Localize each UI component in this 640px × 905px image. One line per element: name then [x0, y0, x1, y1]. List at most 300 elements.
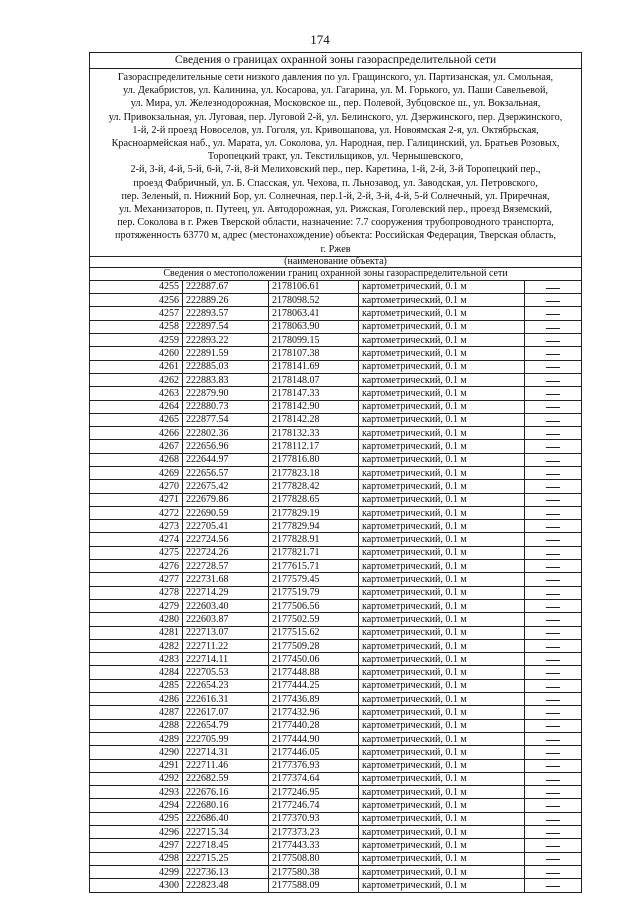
- point-number: 4259: [90, 334, 183, 347]
- coordinate-x: 222713.07: [183, 626, 269, 639]
- point-description: [525, 666, 582, 679]
- point-description: [525, 639, 582, 652]
- point-description: [525, 826, 582, 839]
- coordinate-y: 2178132.33: [269, 427, 359, 440]
- empty-mark: [546, 673, 560, 674]
- point-number: 4268: [90, 453, 183, 466]
- point-description: [525, 653, 582, 666]
- coordinate-y: 2177615.71: [269, 560, 359, 573]
- empty-mark: [546, 873, 560, 874]
- coordinate-x: 222705.53: [183, 666, 269, 679]
- determination-method: картометрический, 0.1 м: [359, 307, 525, 320]
- table-row: [90, 294, 582, 307]
- empty-mark: [546, 381, 560, 382]
- determination-method: картометрический, 0.1 м: [359, 759, 525, 772]
- table-row: [90, 520, 582, 533]
- object-description: [90, 69, 582, 257]
- point-number: 4290: [90, 746, 183, 759]
- coordinate-y: 2177828.65: [269, 493, 359, 506]
- determination-method: картометрический, 0.1 м: [359, 879, 525, 892]
- coordinate-x: 222889.26: [183, 294, 269, 307]
- determination-method: картометрический, 0.1 м: [359, 294, 525, 307]
- description-line: Газораспределительные сети низкого давления по ул. Гращинского, ул. Партизанская, ул. Смольная,: [117, 72, 554, 83]
- coordinate-y: 2177579.45: [269, 573, 359, 586]
- point-number: 4271: [90, 493, 183, 506]
- table-row: [90, 746, 582, 759]
- point-number: 4265: [90, 413, 183, 426]
- point-number: 4295: [90, 812, 183, 825]
- coordinate-x: 222682.59: [183, 772, 269, 785]
- determination-method: картометрический, 0.1 м: [359, 719, 525, 732]
- coordinate-x: 222711.22: [183, 639, 269, 652]
- empty-mark: [546, 314, 560, 315]
- determination-method: картометрический, 0.1 м: [359, 639, 525, 652]
- table-row: [90, 413, 582, 426]
- point-number: 4263: [90, 387, 183, 400]
- coordinate-x: 222893.22: [183, 334, 269, 347]
- description-line: ул. Декабристов, ул. Калинина, ул. Косарова, ул. Гагарина, ул. М. Горького, ул. Паши Савельевой,: [123, 85, 548, 97]
- table-row: [90, 865, 582, 878]
- table-row: [90, 320, 582, 333]
- table-row: [90, 653, 582, 666]
- empty-mark: [546, 793, 560, 794]
- empty-mark: [546, 407, 560, 408]
- coordinate-y: 2177580.38: [269, 865, 359, 878]
- coordinate-x: 222718.45: [183, 839, 269, 852]
- point-number: 4269: [90, 467, 183, 480]
- coordinate-x: 222680.16: [183, 799, 269, 812]
- determination-method: картометрический, 0.1 м: [359, 427, 525, 440]
- point-number: 4300: [90, 879, 183, 892]
- coordinate-y: 2177509.28: [269, 639, 359, 652]
- determination-method: картометрический, 0.1 м: [359, 746, 525, 759]
- empty-mark: [546, 713, 560, 714]
- table-row: [90, 427, 582, 440]
- point-number: 4275: [90, 546, 183, 559]
- determination-method: картометрический, 0.1 м: [359, 467, 525, 480]
- point-description: [525, 467, 582, 480]
- determination-method: картометрический, 0.1 м: [359, 799, 525, 812]
- coordinate-x: 222644.97: [183, 453, 269, 466]
- table-row: [90, 693, 582, 706]
- point-number: 4293: [90, 786, 183, 799]
- empty-mark: [546, 554, 560, 555]
- point-number: 4281: [90, 626, 183, 639]
- point-description: [525, 746, 582, 759]
- empty-mark: [546, 607, 560, 608]
- table-row: [90, 639, 582, 652]
- empty-mark: [546, 500, 560, 501]
- coordinate-x: 222714.29: [183, 586, 269, 599]
- determination-method: картометрический, 0.1 м: [359, 626, 525, 639]
- point-number: 4278: [90, 586, 183, 599]
- point-number: 4276: [90, 560, 183, 573]
- point-number: 4280: [90, 613, 183, 626]
- coordinate-y: 2177828.42: [269, 480, 359, 493]
- coordinate-y: 2177432.96: [269, 706, 359, 719]
- coordinate-y: 2177448.88: [269, 666, 359, 679]
- table-row: [90, 759, 582, 772]
- empty-mark: [546, 301, 560, 302]
- description-line: ул. Механизаторов, п. Путеец, ул. Автодорожная, ул. Рижская, Гоголевский пер., проезд Вяземский,: [119, 204, 552, 216]
- determination-method: картометрический, 0.1 м: [359, 573, 525, 586]
- coordinate-x: 222715.25: [183, 852, 269, 865]
- determination-method: картометрический, 0.1 м: [359, 533, 525, 546]
- coordinate-y: 2177829.19: [269, 506, 359, 519]
- coordinate-y: 2177373.23: [269, 826, 359, 839]
- point-number: 4274: [90, 533, 183, 546]
- empty-mark: [546, 567, 560, 568]
- coordinate-y: 2177436.89: [269, 693, 359, 706]
- point-number: 4260: [90, 347, 183, 360]
- empty-mark: [546, 859, 560, 860]
- point-description: [525, 334, 582, 347]
- point-description: [525, 480, 582, 493]
- determination-method: картометрический, 0.1 м: [359, 613, 525, 626]
- determination-method: картометрический, 0.1 м: [359, 653, 525, 666]
- determination-method: картометрический, 0.1 м: [359, 732, 525, 745]
- empty-mark: [546, 354, 560, 355]
- determination-method: картометрический, 0.1 м: [359, 373, 525, 386]
- point-description: [525, 812, 582, 825]
- description-line: ул. Мира, ул. Железнодорожная, Московское ш., пер. Полевой, Зубцовское ш., ул. Вокзальная,: [130, 98, 541, 110]
- empty-mark: [546, 753, 560, 754]
- table-row: [90, 506, 582, 519]
- empty-mark: [546, 447, 560, 448]
- point-description: [525, 280, 582, 293]
- point-description: [525, 573, 582, 586]
- empty-mark: [546, 474, 560, 475]
- coordinate-x: 222603.40: [183, 599, 269, 612]
- point-description: [525, 719, 582, 732]
- table-row: [90, 706, 582, 719]
- determination-method: картометрический, 0.1 м: [359, 546, 525, 559]
- table-row: [90, 772, 582, 785]
- empty-mark: [546, 780, 560, 781]
- point-description: [525, 533, 582, 546]
- coordinate-x: 222883.83: [183, 373, 269, 386]
- table-row: [90, 347, 582, 360]
- determination-method: картометрический, 0.1 м: [359, 599, 525, 612]
- determination-method: картометрический, 0.1 м: [359, 493, 525, 506]
- table-row: [90, 719, 582, 732]
- determination-method: картометрический, 0.1 м: [359, 360, 525, 373]
- coordinate-x: 222728.57: [183, 560, 269, 573]
- object-name-caption: (наименование объекта): [90, 256, 582, 267]
- coordinate-y: 2177444.25: [269, 679, 359, 692]
- empty-mark: [546, 394, 560, 395]
- table-row: [90, 626, 582, 639]
- table-row: [90, 852, 582, 865]
- table-row: [90, 360, 582, 373]
- coordinate-x: 222617.07: [183, 706, 269, 719]
- table-row: [90, 467, 582, 480]
- coordinate-y: 2178098.52: [269, 294, 359, 307]
- determination-method: картометрический, 0.1 м: [359, 400, 525, 413]
- point-number: 4279: [90, 599, 183, 612]
- coordinate-x: 222887.67: [183, 280, 269, 293]
- coordinate-y: 2177376.93: [269, 759, 359, 772]
- empty-mark: [546, 487, 560, 488]
- coordinate-x: 222675.42: [183, 480, 269, 493]
- description-line: ул. Привокзальная, ул. Луговая, пер. Луговой 2-й, ул. Белинского, ул. Дзержинского, пер. Дзержинского,: [108, 111, 563, 123]
- coordinate-x: 222823.48: [183, 879, 269, 892]
- coordinate-y: 2177816.80: [269, 453, 359, 466]
- empty-mark: [546, 806, 560, 807]
- zone-boundary-table: [89, 52, 582, 893]
- point-number: 4297: [90, 839, 183, 852]
- table-row: [90, 586, 582, 599]
- point-description: [525, 679, 582, 692]
- determination-method: картометрический, 0.1 м: [359, 413, 525, 426]
- coordinate-x: 222715.34: [183, 826, 269, 839]
- coordinate-y: 2177828.91: [269, 533, 359, 546]
- determination-method: картометрический, 0.1 м: [359, 387, 525, 400]
- point-description: [525, 347, 582, 360]
- point-description: [525, 413, 582, 426]
- point-description: [525, 506, 582, 519]
- empty-mark: [546, 833, 560, 834]
- point-description: [525, 799, 582, 812]
- point-number: 4299: [90, 865, 183, 878]
- table-row: [90, 533, 582, 546]
- determination-method: картометрический, 0.1 м: [359, 560, 525, 573]
- point-number: 4261: [90, 360, 183, 373]
- point-number: 4255: [90, 280, 183, 293]
- empty-mark: [546, 647, 560, 648]
- point-description: [525, 706, 582, 719]
- point-number: 4270: [90, 480, 183, 493]
- description-line: Красноармейская наб., ул. Марата, ул. Соколова, ул. Народная, пер. Галицинский, ул. Братьев Розовых,: [111, 138, 560, 150]
- point-description: [525, 865, 582, 878]
- coordinate-x: 222731.68: [183, 573, 269, 586]
- determination-method: картометрический, 0.1 м: [359, 480, 525, 493]
- empty-mark: [546, 726, 560, 727]
- table-row: [90, 560, 582, 573]
- point-description: [525, 360, 582, 373]
- coordinate-x: 222736.13: [183, 865, 269, 878]
- table-row: [90, 307, 582, 320]
- coordinate-y: 2178063.41: [269, 307, 359, 320]
- point-number: 4286: [90, 693, 183, 706]
- empty-mark: [546, 328, 560, 329]
- point-number: 4298: [90, 852, 183, 865]
- point-number: 4267: [90, 440, 183, 453]
- coordinate-y: 2178142.28: [269, 413, 359, 426]
- point-description: [525, 693, 582, 706]
- description-line: Торопецкий тракт, ул. Текстильщиков, ул. Чернышевского,: [207, 151, 464, 163]
- table-row: [90, 280, 582, 293]
- coordinate-x: 222705.41: [183, 520, 269, 533]
- point-description: [525, 599, 582, 612]
- point-description: [525, 307, 582, 320]
- table-row: [90, 879, 582, 892]
- coordinate-x: 222656.57: [183, 467, 269, 480]
- point-description: [525, 400, 582, 413]
- coordinate-y: 2177821.71: [269, 546, 359, 559]
- coordinate-x: 222893.57: [183, 307, 269, 320]
- point-description: [525, 294, 582, 307]
- coordinate-x: 222690.59: [183, 506, 269, 519]
- coordinate-y: 2177446.05: [269, 746, 359, 759]
- table-row: [90, 573, 582, 586]
- empty-mark: [546, 461, 560, 462]
- point-description: [525, 546, 582, 559]
- determination-method: картометрический, 0.1 м: [359, 347, 525, 360]
- table-row: [90, 786, 582, 799]
- point-number: 4288: [90, 719, 183, 732]
- point-number: 4285: [90, 679, 183, 692]
- empty-mark: [546, 594, 560, 595]
- coordinate-y: 2177506.56: [269, 599, 359, 612]
- coordinate-y: 2177823.18: [269, 467, 359, 480]
- coordinate-y: 2178107.38: [269, 347, 359, 360]
- point-description: [525, 320, 582, 333]
- coordinate-x: 222714.11: [183, 653, 269, 666]
- coordinate-x: 222897.54: [183, 320, 269, 333]
- point-description: [525, 879, 582, 892]
- coordinate-x: 222679.86: [183, 493, 269, 506]
- coordinate-y: 2177443.33: [269, 839, 359, 852]
- coordinate-x: 222711.46: [183, 759, 269, 772]
- empty-mark: [546, 687, 560, 688]
- determination-method: картометрический, 0.1 м: [359, 334, 525, 347]
- description-line: г. Ржев: [320, 243, 351, 255]
- determination-method: картометрический, 0.1 м: [359, 280, 525, 293]
- empty-mark: [546, 700, 560, 701]
- point-number: 4287: [90, 706, 183, 719]
- coordinate-y: 2177444.90: [269, 732, 359, 745]
- table-row: [90, 613, 582, 626]
- location-heading: Сведения о местоположении границ охранной зоны газораспределительной сети: [90, 267, 582, 280]
- coordinate-x: 222714.31: [183, 746, 269, 759]
- coordinate-y: 2177829.94: [269, 520, 359, 533]
- empty-mark: [546, 527, 560, 528]
- coordinate-y: 2178063.90: [269, 320, 359, 333]
- table-row: [90, 373, 582, 386]
- point-number: 4294: [90, 799, 183, 812]
- coordinate-x: 222656.96: [183, 440, 269, 453]
- determination-method: картометрический, 0.1 м: [359, 506, 525, 519]
- coordinate-x: 222676.16: [183, 786, 269, 799]
- description-line: протяженность 63770 м, адрес (местонахождение) объекта: Российская Федерация, Тверская область,: [115, 230, 557, 242]
- point-description: [525, 560, 582, 573]
- point-number: 4256: [90, 294, 183, 307]
- table-row: [90, 666, 582, 679]
- point-description: [525, 772, 582, 785]
- determination-method: картометрический, 0.1 м: [359, 865, 525, 878]
- coordinate-y: 2177246.95: [269, 786, 359, 799]
- determination-method: картометрический, 0.1 м: [359, 839, 525, 852]
- coordinate-x: 222724.56: [183, 533, 269, 546]
- determination-method: картометрический, 0.1 м: [359, 679, 525, 692]
- point-description: [525, 839, 582, 852]
- coordinate-x: 222802.36: [183, 427, 269, 440]
- empty-mark: [546, 740, 560, 741]
- empty-mark: [546, 367, 560, 368]
- coordinate-y: 2178147.33: [269, 387, 359, 400]
- point-description: [525, 759, 582, 772]
- table-row: [90, 812, 582, 825]
- coordinate-x: 222877.54: [183, 413, 269, 426]
- point-description: [525, 373, 582, 386]
- point-description: [525, 786, 582, 799]
- determination-method: картометрический, 0.1 м: [359, 440, 525, 453]
- table-row: [90, 679, 582, 692]
- empty-mark: [546, 540, 560, 541]
- empty-mark: [546, 288, 560, 289]
- point-description: [525, 453, 582, 466]
- coordinate-x: 222891.59: [183, 347, 269, 360]
- empty-mark: [546, 341, 560, 342]
- determination-method: картометрический, 0.1 м: [359, 666, 525, 679]
- table-row: [90, 453, 582, 466]
- coordinate-y: 2178148.07: [269, 373, 359, 386]
- coordinate-x: 222705.99: [183, 732, 269, 745]
- point-number: 4272: [90, 506, 183, 519]
- point-description: [525, 586, 582, 599]
- empty-mark: [546, 620, 560, 621]
- empty-mark: [546, 434, 560, 435]
- determination-method: картометрический, 0.1 м: [359, 520, 525, 533]
- point-description: [525, 852, 582, 865]
- point-number: 4266: [90, 427, 183, 440]
- table-row: [90, 839, 582, 852]
- point-number: 4262: [90, 373, 183, 386]
- coordinate-y: 2177246.74: [269, 799, 359, 812]
- coordinate-y: 2177450.06: [269, 653, 359, 666]
- coordinate-x: 222879.90: [183, 387, 269, 400]
- empty-mark: [546, 633, 560, 634]
- table-row: [90, 493, 582, 506]
- point-number: 4257: [90, 307, 183, 320]
- coordinate-x: 222885.03: [183, 360, 269, 373]
- page-number: 174: [310, 32, 330, 47]
- determination-method: картометрический, 0.1 м: [359, 812, 525, 825]
- determination-method: картометрический, 0.1 м: [359, 786, 525, 799]
- coordinate-x: 222654.23: [183, 679, 269, 692]
- table-row: [90, 480, 582, 493]
- description-line: проезд Фабричный, ул. Б. Спасская, ул. Чехова, п. Льнозавод, ул. Заводская, ул. Петровского,: [133, 177, 538, 189]
- table-row: [90, 826, 582, 839]
- point-number: 4282: [90, 639, 183, 652]
- coordinate-x: 222603.87: [183, 613, 269, 626]
- point-description: [525, 732, 582, 745]
- coordinate-y: 2178112.17: [269, 440, 359, 453]
- point-number: 4277: [90, 573, 183, 586]
- description-line: 2-й, 3-й, 4-й, 5-й, 6-й, 7-й, 8-й Мелиховский пер., пер. Каретина, 1-й, 2-й, 3-й Торопецкий пер.,: [130, 164, 541, 176]
- empty-mark: [546, 660, 560, 661]
- coordinate-y: 2177440.28: [269, 719, 359, 732]
- coordinate-y: 2177370.93: [269, 812, 359, 825]
- coordinate-y: 2177519.79: [269, 586, 359, 599]
- empty-mark: [546, 846, 560, 847]
- coordinate-y: 2178142.90: [269, 400, 359, 413]
- coordinate-y: 2178099.15: [269, 334, 359, 347]
- point-description: [525, 626, 582, 639]
- point-description: [525, 493, 582, 506]
- determination-method: картометрический, 0.1 м: [359, 826, 525, 839]
- table-row: [90, 546, 582, 559]
- point-number: 4291: [90, 759, 183, 772]
- point-number: 4292: [90, 772, 183, 785]
- determination-method: картометрический, 0.1 м: [359, 772, 525, 785]
- determination-method: картометрический, 0.1 м: [359, 852, 525, 865]
- point-number: 4284: [90, 666, 183, 679]
- coordinate-y: 2178141.69: [269, 360, 359, 373]
- point-description: [525, 440, 582, 453]
- table-row: [90, 599, 582, 612]
